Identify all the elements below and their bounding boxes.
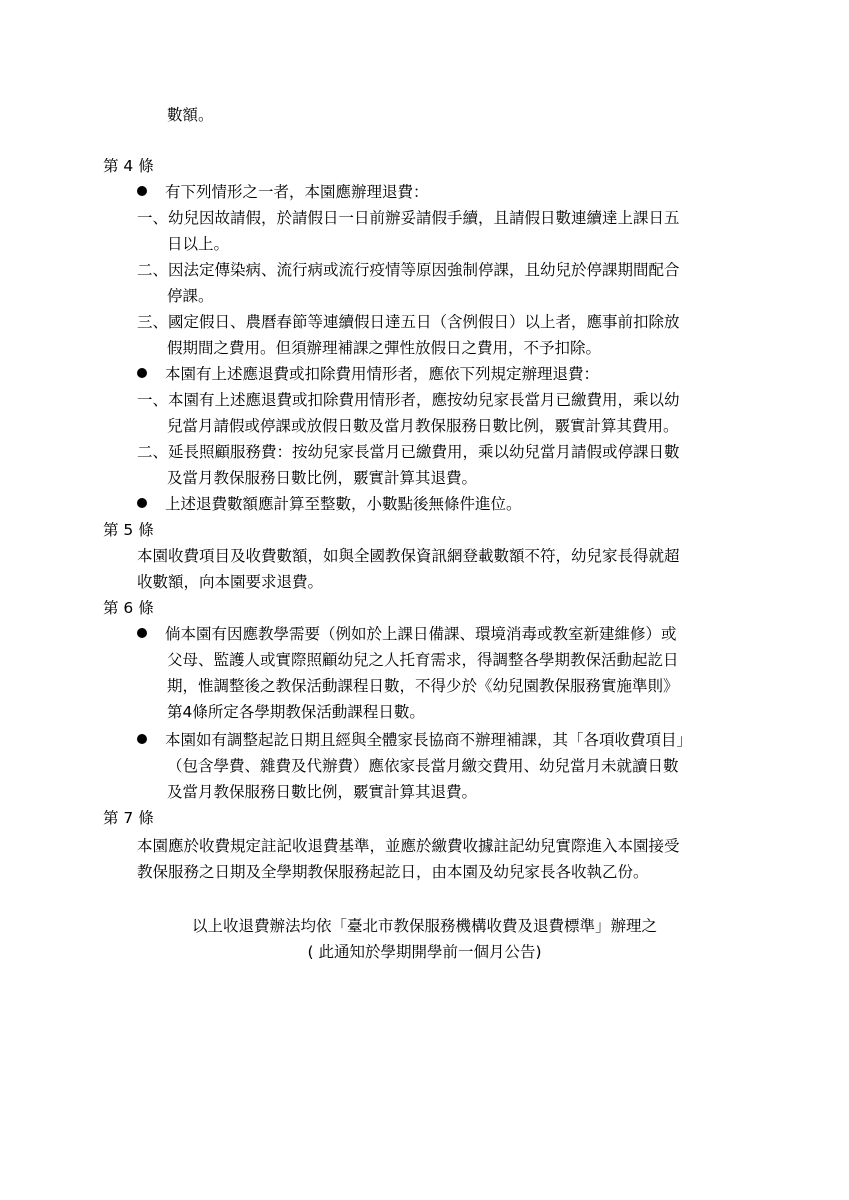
text-line: 三、國定假日、農曆春節等連續假日達五日（含例假日）以上者，應事前扣除放: [137, 313, 680, 331]
bullet-item: 本園如有調整起訖日期且經與全體家長協商不辦理補課，其「各項收費項目」: [137, 728, 692, 752]
text-line: 數額。: [167, 106, 214, 124]
text-line: 期，惟調整後之教保活動課程日數，不得少於《幼兒園教保服務實施準則》: [167, 677, 679, 695]
text-line: 本園應於收費規定註記收退費基準，並應於繳費收據註記幼兒實際進入本園接受: [137, 837, 680, 855]
text-line: 停課。: [167, 287, 214, 305]
bullet-icon: [137, 368, 147, 378]
bullet-icon: [137, 186, 147, 196]
footer-note: 以上收退費辦法均依「臺北市教保服務機構收費及退費標準」辦理之: [191, 917, 657, 935]
article-7-heading: 第 7 條: [103, 809, 154, 827]
text-line: 父母、監護人或實際照顧幼兒之人托育需求，得調整各學期教保活動起訖日: [167, 651, 679, 669]
text-line: 及當月教保服務日數比例，覈實計算其退費。: [167, 783, 478, 801]
bullet-icon: [137, 498, 147, 508]
text-line: 一、幼兒因故請假，於請假日一日前辦妥請假手續，且請假日數連續達上課日五: [137, 209, 680, 227]
bullet-item: 本園有上述應退費或扣除費用情形者，應依下列規定辦理退費：: [137, 362, 599, 386]
bullet-icon: [137, 628, 147, 638]
article-5-heading: 第 5 條: [103, 521, 154, 539]
text-line: 及當月教保服務日數比例，覈實計算其退費。: [167, 469, 478, 487]
text-line: 第4條所定各學期教保活動課程日數。: [167, 703, 425, 721]
text-line: 假期間之費用。但須辦理補課之彈性放假日之費用，不予扣除。: [167, 339, 602, 357]
text-line: 日以上。: [167, 235, 230, 253]
text-line: 本園收費項目及收費數額，如與全國教保資訊網登載數額不符，幼兒家長得就超: [137, 547, 680, 565]
text-line: 兒當月請假或停課或放假日數及當月教保服務日數比例，覈實計算其費用。: [167, 417, 679, 435]
text-line: 二、延長照顧服務費：按幼兒家長當月已繳費用，乘以幼兒當月請假或停課日數: [137, 443, 680, 461]
text-line: 二、因法定傳染病、流行病或流行疫情等原因強制停課，且幼兒於停課期間配合: [137, 261, 680, 279]
bullet-item: 有下列情形之一者，本園應辦理退費：: [137, 180, 429, 204]
text-line: 教保服務之日期及全學期教保服務起訖日，由本園及幼兒家長各收執乙份。: [137, 863, 649, 881]
bullet-icon: [137, 734, 147, 744]
text-line: 一、本園有上述應退費或扣除費用情形者，應按幼兒家長當月已繳費用，乘以幼: [137, 391, 680, 409]
bullet-item: 倘本園有因應教學需要（例如於上課日備課、環境消毒或教室新建維修）或: [137, 622, 677, 646]
footer-notice: ( 此通知於學期開學前一個月公告): [307, 943, 542, 961]
bullet-item: 上述退費數額應計算至整數，小數點後無條件進位。: [137, 492, 522, 516]
text-line: （包含學費、雜費及代辦費）應依家長當月繳交費用、幼兒當月未就讀日數: [167, 757, 679, 775]
article-6-heading: 第 6 條: [103, 599, 154, 617]
text-line: 收數額，向本園要求退費。: [137, 573, 324, 591]
article-4-heading: 第 4 條: [103, 157, 154, 175]
